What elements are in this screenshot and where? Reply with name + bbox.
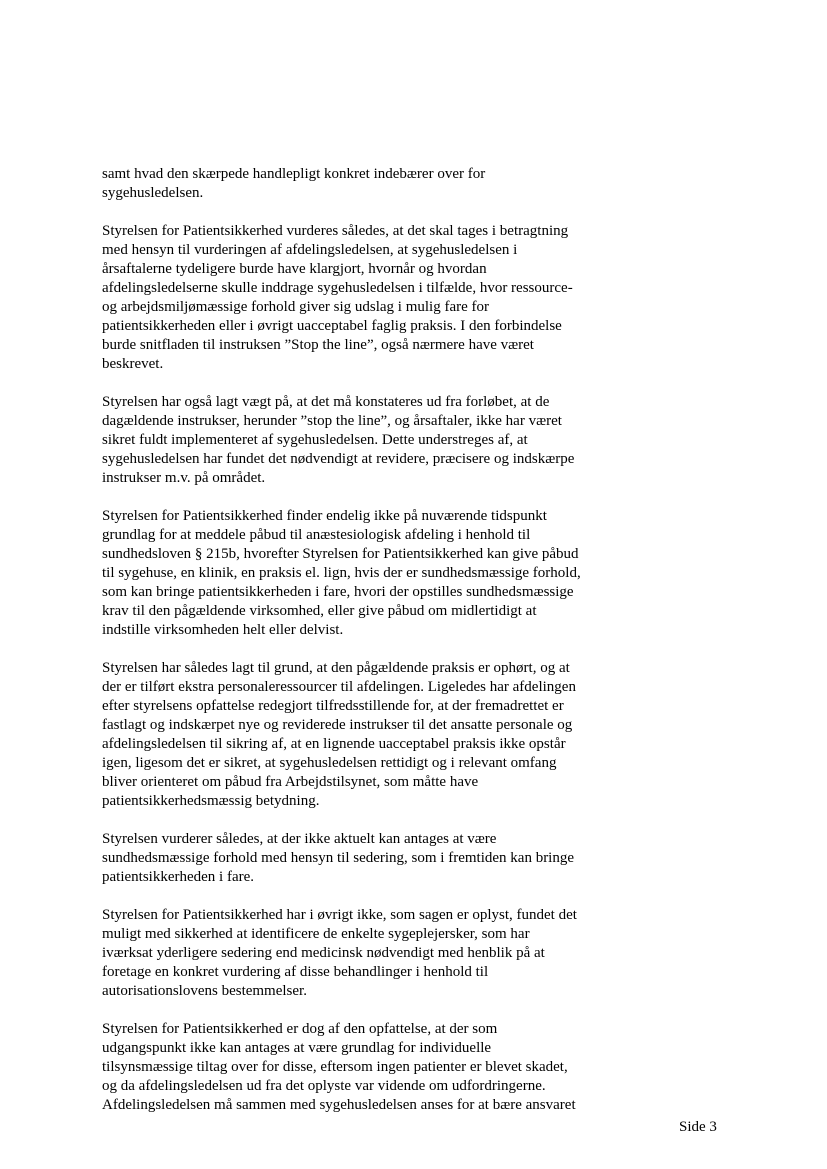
text-line: Afdelingsledelsen må sammen med sygehusledelsen anses for at bære ansvaret xyxy=(102,1097,576,1113)
text-line: årsaftalerne tydeligere burde have klargjort, hvornår og hvordan xyxy=(102,261,487,277)
paragraph xyxy=(102,830,622,887)
text-line: udgangspunkt ikke kan antages at være grundlag for individuelle xyxy=(102,1040,492,1056)
paragraph xyxy=(102,1020,622,1115)
text-line: Styrelsen for Patientsikkerhed finder endelig ikke på nuværende tidspunkt xyxy=(102,508,547,524)
text-line: patientsikkerheden eller i øvrigt uacceptabel faglig praksis. I den forbindelse xyxy=(102,318,562,334)
page-number: Side 3 xyxy=(679,1119,717,1135)
text-line: Styrelsen for Patientsikkerhed vurderes således, at det skal tages i betragtning xyxy=(102,223,569,239)
text-line: krav til den pågældende virksomhed, eller give påbud om midlertidigt at xyxy=(102,603,537,619)
text-line: beskrevet. xyxy=(102,356,164,372)
paragraph xyxy=(102,165,622,203)
text-line: iværksat yderligere sedering end medicinsk nødvendigt med henblik på at xyxy=(102,945,545,961)
text-line: muligt med sikkerhed at identificere de enkelte sygeplejersker, som har xyxy=(102,926,530,942)
text-line: Styrelsen for Patientsikkerhed har i øvrigt ikke, som sagen er oplyst, fundet det xyxy=(102,907,577,923)
text-line: Styrelsen har også lagt vægt på, at det må konstateres ud fra forløbet, at de xyxy=(102,394,550,410)
text-line: og arbejdsmiljømæssige forhold giver sig udslag i mulig fare for xyxy=(102,299,490,315)
paragraph xyxy=(102,906,622,1001)
text-line: som kan bringe patientsikkerheden i fare, hvori der opstilles sundhedsmæssige xyxy=(102,584,574,600)
paragraph xyxy=(102,507,622,640)
text-line: sundhedsloven § 215b, hvorefter Styrelsen for Patientsikkerhed kan give påbud xyxy=(102,546,579,562)
text-line: der er tilført ekstra personaleressourcer til afdelingen. Ligeledes har afdelingen xyxy=(102,679,576,695)
paragraph xyxy=(102,393,622,488)
text-line: igen, ligesom det er sikret, at sygehusledelsen rettidigt og i relevant omfang xyxy=(102,755,557,771)
text-line: afdelingsledelserne skulle inddrage sygehusledelsen i tilfælde, hvor ressource- xyxy=(102,280,573,296)
text-line: instrukser m.v. på området. xyxy=(102,470,266,486)
text-line: med hensyn til vurderingen af afdelingsledelsen, at sygehusledelsen i xyxy=(102,242,518,258)
text-line: Styrelsen for Patientsikkerhed er dog af den opfattelse, at der som xyxy=(102,1021,498,1037)
text-line: burde snitfladen til instruksen ”Stop the line”, også nærmere have været xyxy=(102,337,534,353)
paragraph xyxy=(102,222,622,374)
text-line: patientsikkerheden i fare. xyxy=(102,869,255,885)
text-line: dagældende instrukser, herunder ”stop the line”, og årsaftaler, ikke har været xyxy=(102,413,562,429)
text-line: afdelingsledelsen til sikring af, at en lignende uacceptabel praksis ikke opstår xyxy=(102,736,566,752)
text-line: foretage en konkret vurdering af disse behandlinger i henhold til xyxy=(102,964,489,980)
text-line: tilsynsmæssige tiltag over for disse, eftersom ingen patienter er blevet skadet, xyxy=(102,1059,568,1075)
text-line: sygehusledelsen har fundet det nødvendigt at revidere, præcisere og indskærpe xyxy=(102,451,575,467)
text-line: sygehusledelsen. xyxy=(102,185,204,201)
text-line: samt hvad den skærpede handlepligt konkret indebærer over for xyxy=(102,166,486,182)
text-line: autorisationslovens bestemmelser. xyxy=(102,983,307,999)
text-line: grundlag for at meddele påbud til anæstesiologisk afdeling i henhold til xyxy=(102,527,531,543)
document-body xyxy=(102,165,622,1134)
text-line: sikret fuldt implementeret af sygehusledelsen. Dette understreges af, at xyxy=(102,432,528,448)
text-line: patientsikkerhedsmæssig betydning. xyxy=(102,793,320,809)
text-line: indstille virksomheden helt eller delvist. xyxy=(102,622,344,638)
text-line: fastlagt og indskærpet nye og reviderede instrukser til det ansatte personale og xyxy=(102,717,573,733)
text-line: Styrelsen har således lagt til grund, at den pågældende praksis er ophørt, og at xyxy=(102,660,570,676)
text-line: bliver orienteret om påbud fra Arbejdstilsynet, som måtte have xyxy=(102,774,479,790)
text-line: til sygehuse, en klinik, en praksis el. lign, hvis der er sundhedsmæssige forhold, xyxy=(102,565,581,581)
text-line: efter styrelsens opfattelse redegjort tilfredsstillende for, at der fremadrettet er xyxy=(102,698,564,714)
text-line: Styrelsen vurderer således, at der ikke aktuelt kan antages at være xyxy=(102,831,497,847)
text-line: og da afdelingsledelsen ud fra det oplyste var vidende om udfordringerne. xyxy=(102,1078,546,1094)
paragraph xyxy=(102,659,622,811)
text-line: sundhedsmæssige forhold med hensyn til sedering, som i fremtiden kan bringe xyxy=(102,850,575,866)
